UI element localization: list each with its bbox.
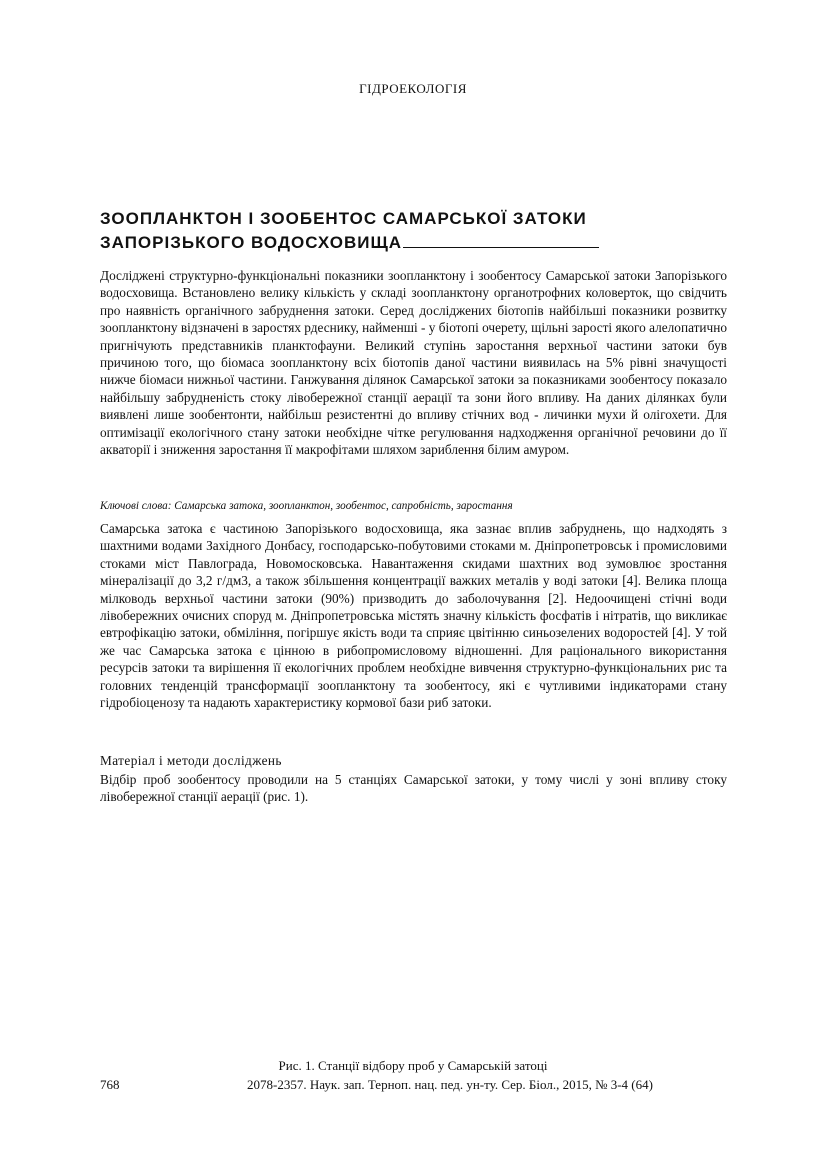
title-underline-rule	[403, 231, 599, 248]
page-number: 768	[100, 1077, 120, 1092]
running-header: ГІДРОЕКОЛОГІЯ	[359, 81, 467, 96]
abstract: Досліджені структурно-функціональні показники зоопланктону і зообентосу Самарської затоки Запорізького водосховища. Встановлено велику кількість у складі зоопланктону органотрофних коловерток, що свідчить про наявність органічного забруднення затоки. Серед досліджених біотопів найбільші показники розвитку зоопланктону відзначені в заростях рдеснику, найменші - у біотопі очерету, щільні зарості якого алелопатично пригнічують представників планктофауни. Великий ступінь заростання верхньої частини затоки був причиною того, що біомаса зоопланктону всіх біотопів даної частини виявилась на 5% рівні значущості нижче біомаси нижньої частини. Ганжування ділянок Самарської затоки за показниками зообентосу показало найбільшу забрудненість стоку лівобережної станції аерації та зони його впливу. На даних ділянках були виявлені лише зообентонти, найбільш резистентні до впливу стічних вод - личинки мухи й олігохети. Для оптимізації екологічного стану затоки необхідне чітке регулювання надходження органічної речовини до її акваторії і зниження заростання її макрофітами шляхом зариблення білим амуром.	[100, 268, 727, 458]
methods-paragraph: Відбір проб зообентосу проводили на 5 станціях Самарської затоки, у тому числі у зоні впливу стоку лівобережної станції аерації (рис. 1).	[100, 772, 727, 805]
keywords: Ключові слова: Самарська затока, зоопланктон, зообентос, сапробність, заростання	[100, 500, 513, 512]
article-title	[100, 207, 740, 255]
journal-citation: 2078-2357. Наук. зап. Терноп. нац. пед. ун-ту. Сер. Біол., 2015, № 3-4 (64)	[247, 1077, 653, 1092]
title-line-1: ЗООПЛАНКТОН І ЗООБЕНТОС САМАРСЬКОЇ ЗАТОКИ	[100, 209, 587, 228]
title-line-2	[100, 231, 740, 255]
introduction-paragraph: Самарська затока є частиною Запорізького водосховища, яка зазнає вплив забруднень, що надходять з шахтними водами Західного Донбасу, господарсько-побутовими стоками м. Дніпропетровськ і промисловими стоками міст Павлограда, Новомосковська. Навантаження скидами шахтних вод зумовлює зростання мінералізації до 3,2 г/дм3, а також збільшення концентрації важких металів у воді затоки [4]. Велика площа мілководь верхньої частини затоки (90%) призводить до заболочування [2]. Недоочищені стічні води лівобережних очисних споруд м. Дніпропетровська містять значну кількість фосфатів і нітратів, що викликає евтрофікацію затоки, обміління, погіршує якість води та сприяє цвітінню синьозелених водоростей [4]. У той же час Самарська затока є цінною в рибопромисловому відношенні. Для раціонального використання ресурсів затоки та вирішення її екологічних проблем необхідне вивчення структурно-функціональних рис та головних тенденцій трансформації зоопланктону та зообентосу, які є чутливими індикаторами стану гідробіоценозу та надають характеристику кормової бази риб затоки.	[100, 521, 727, 711]
title-line-2-text: ЗАПОРІЗЬКОГО ВОДОСХОВИЩА	[100, 233, 403, 252]
figure-caption: Рис. 1. Станції відбору проб у Самарській затоці	[278, 1058, 548, 1073]
section-heading-methods: Матеріал і методи досліджень	[100, 753, 282, 768]
